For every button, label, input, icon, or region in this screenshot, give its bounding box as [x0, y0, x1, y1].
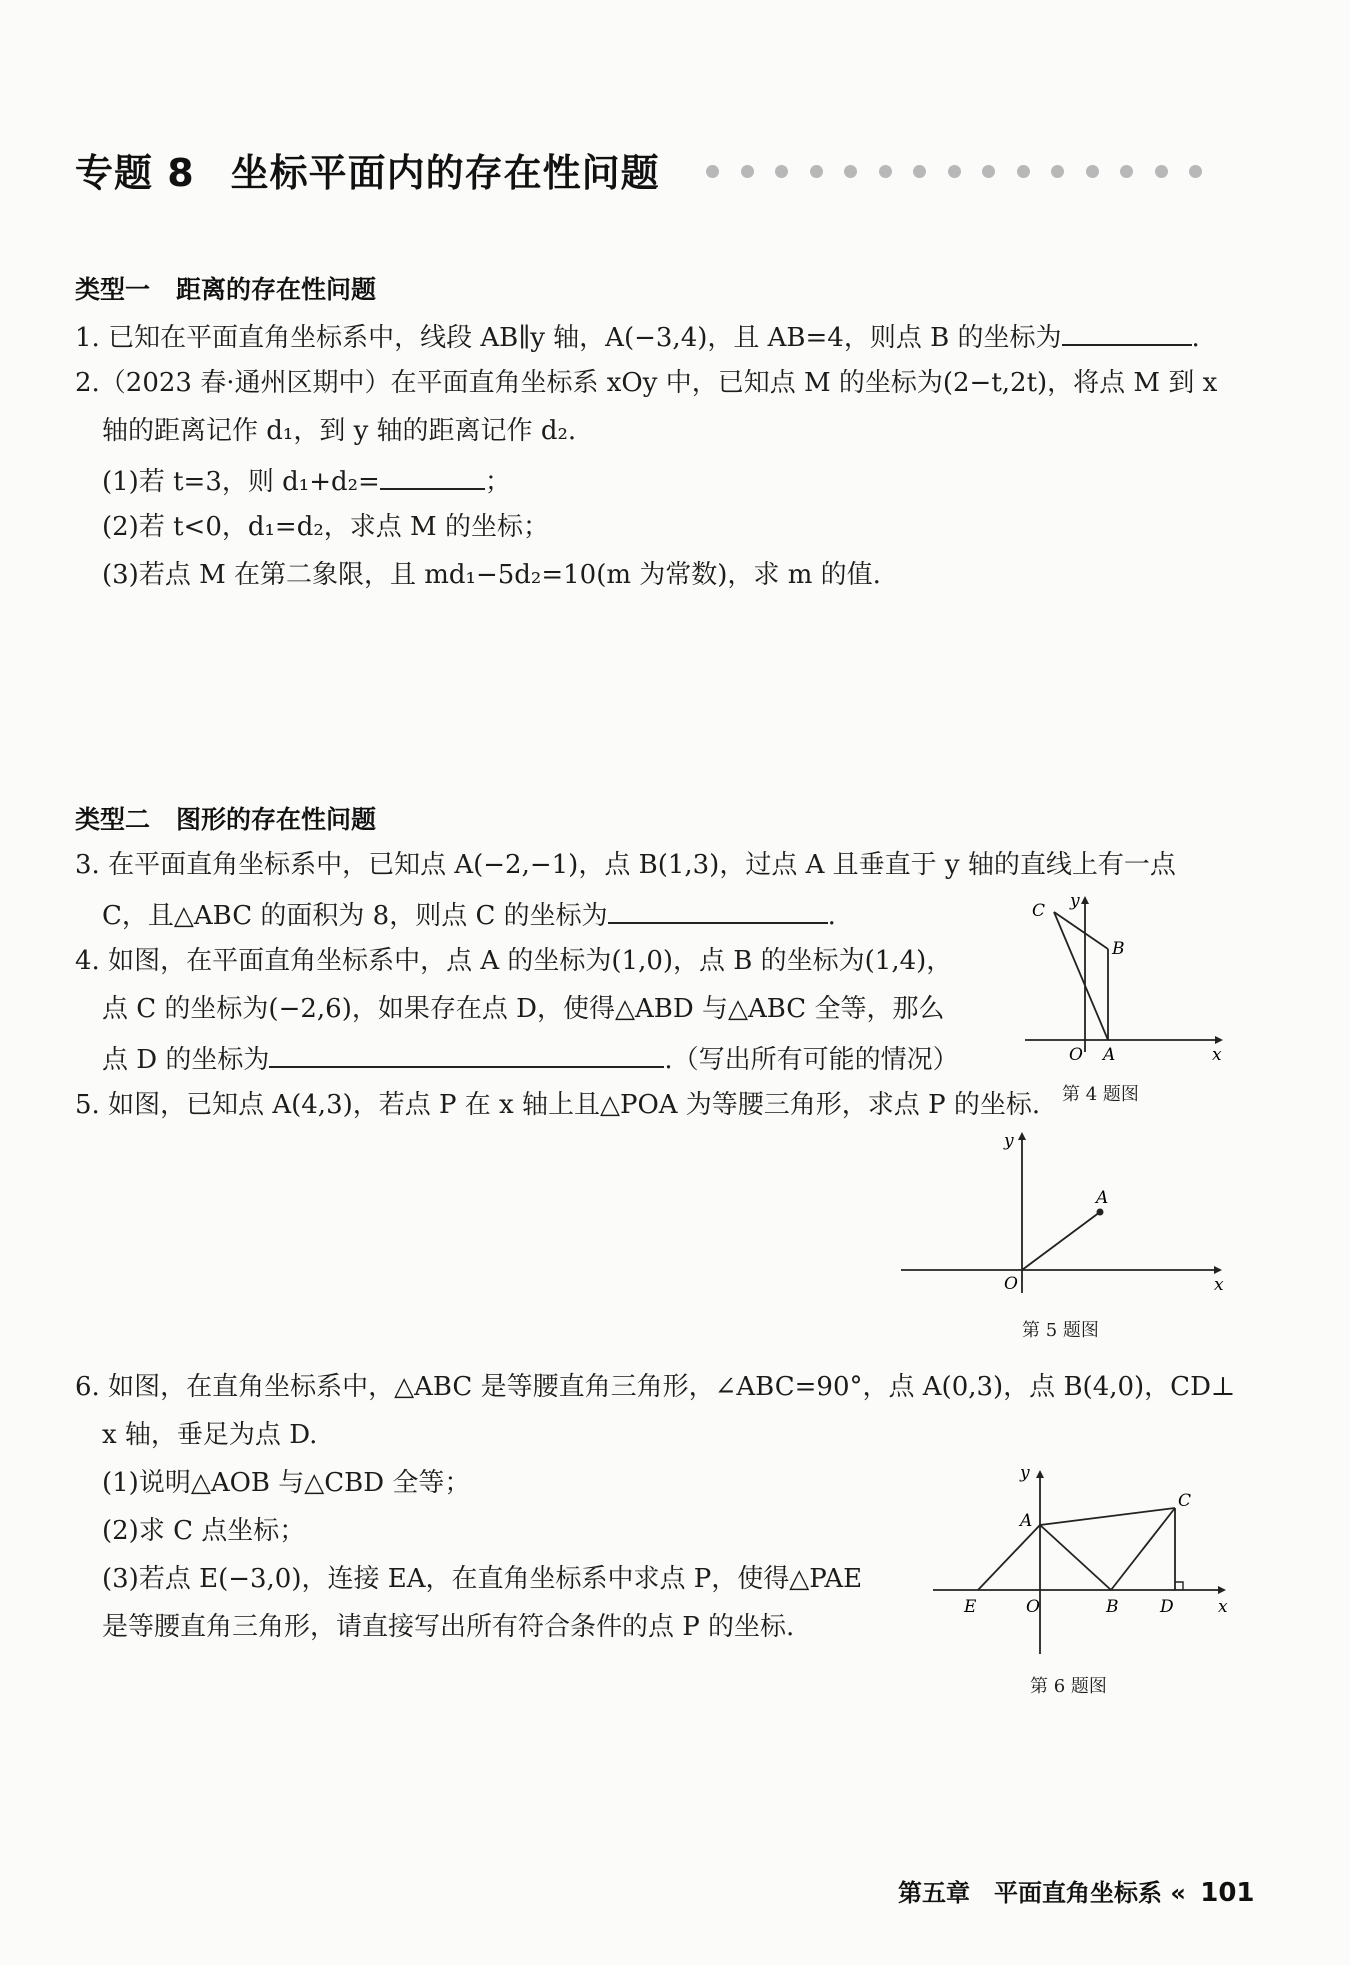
fig6-label-y: y [1020, 1463, 1030, 1483]
fig4-label-C: C [1032, 901, 1046, 921]
fig4-label-A: A [1103, 1045, 1116, 1062]
figure-4 [1020, 892, 1235, 1062]
fig6-segment-AB [1040, 1525, 1111, 1590]
question-2-line-1: 2.（2023 春·通州区期中）在平面直角坐标系 xOy 中，已知点 M 的坐标为(2−t,2t)，将点 M 到 x [75, 368, 1218, 398]
question-3-line-1: 3. 在平面直角坐标系中，已知点 A(−2,−1)，点 B(1,3)，过点 A 且垂直于 y 轴的直线上有一点 [75, 850, 1176, 880]
fig4-label-x: x [1212, 1045, 1222, 1062]
fig6-segment-BC [1111, 1508, 1175, 1590]
question-3-line-2: C，且△ABC 的面积为 8，则点 C 的坐标为 . [102, 896, 836, 933]
figure-5 [896, 1128, 1236, 1298]
fig6-label-A: A [1020, 1511, 1033, 1531]
question-2-part-1: (1)若 t=3，则 d₁+d₂= ； [102, 462, 511, 499]
page-footer [898, 1873, 1255, 1908]
figure-6 [928, 1462, 1238, 1662]
answer-blank [608, 896, 828, 924]
fig6-label-x: x [1218, 1597, 1228, 1617]
answer-blank [269, 1040, 664, 1068]
fig6-segment-AC [1040, 1508, 1175, 1525]
question-6-line-2: x 轴，垂足为点 D. [102, 1420, 318, 1450]
question-6-part-2: (2)求 C 点坐标； [102, 1516, 306, 1546]
fig6-label-E: E [964, 1597, 977, 1617]
question-4-line-2: 点 C 的坐标为(−2,6)，如果存在点 D，使得△ABD 与△ABC 全等，那么 [102, 994, 945, 1024]
question-1: 1. 已知在平面直角坐标系中，线段 AB∥y 轴，A(−3,4)，且 AB=4，则点 B 的坐标为 . [75, 318, 1200, 355]
fig6-label-D: D [1160, 1597, 1174, 1617]
answer-blank [1062, 318, 1192, 346]
fig4-y-arrow [1081, 896, 1089, 904]
title-text: 坐标平面内的存在性问题 [230, 151, 660, 195]
question-6-part-1: (1)说明△AOB 与△CBD 全等； [102, 1468, 471, 1498]
fig6-y-arrow [1036, 1470, 1044, 1478]
fig5-point-A [1097, 1209, 1104, 1216]
question-6-line-1: 6. 如图，在直角坐标系中，△ABC 是等腰直角三角形，∠ABC=90°，点 A(0,3)，点 B(4,0)，CD⊥ [75, 1372, 1236, 1402]
fig5-y-arrow [1018, 1132, 1026, 1140]
question-2-part-3: (3)若点 M 在第二象限，且 md₁−5d₂=10(m 为常数)，求 m 的值. [102, 560, 881, 590]
fig6-segment-EA [978, 1525, 1040, 1590]
fig5-label-A: A [1096, 1188, 1109, 1208]
fig4-label-O: O [1069, 1045, 1083, 1062]
section-heading-1: 类型一 距离的存在性问题 [75, 275, 377, 304]
question-6-part-3a: (3)若点 E(−3,0)，连接 EA，在直角坐标系中求点 P，使得△PAE [102, 1564, 863, 1594]
figure-4-caption: 第 4 题图 [1062, 1084, 1139, 1105]
answer-blank [380, 462, 485, 490]
footer-arrow: « [1170, 1879, 1186, 1907]
footer-chapter: 第五章 平面直角坐标系 [898, 1879, 1162, 1907]
section-heading-2: 类型二 图形的存在性问题 [75, 805, 377, 834]
fig5-x-arrow [1214, 1266, 1222, 1274]
fig4-x-arrow [1215, 1036, 1223, 1044]
fig6-label-B: B [1106, 1597, 1119, 1617]
question-5: 5. 如图，已知点 A(4,3)，若点 P 在 x 轴上且△POA 为等腰三角形，求点 P 的坐标. [75, 1090, 1041, 1120]
question-4-line-3: 点 D 的坐标为 .（写出所有可能的情况） [102, 1040, 959, 1077]
title-number: 专题 8 [75, 151, 195, 195]
fig5-label-O: O [1004, 1274, 1018, 1294]
fig4-label-y: y [1070, 892, 1080, 911]
fig5-segment-OA [1022, 1212, 1100, 1270]
fig5-label-y: y [1004, 1131, 1014, 1151]
question-4-line-1: 4. 如图，在平面直角坐标系中，点 A 的坐标为(1,0)，点 B 的坐标为(1,4)， [75, 946, 953, 976]
page-title [75, 142, 660, 197]
title-dots-decoration [706, 163, 1224, 182]
fig6-x-arrow [1218, 1586, 1226, 1594]
fig6-label-C: C [1178, 1491, 1192, 1511]
figure-6-caption: 第 6 题图 [1030, 1676, 1107, 1697]
figure-5-caption: 第 5 题图 [1022, 1320, 1099, 1341]
fig4-label-B: B [1112, 939, 1125, 959]
fig6-right-angle-mark [1175, 1582, 1183, 1590]
page-number: 101 [1200, 1878, 1255, 1908]
fig6-label-O: O [1026, 1597, 1040, 1617]
question-6-part-3b: 是等腰直角三角形，请直接写出所有符合条件的点 P 的坐标. [102, 1612, 795, 1642]
question-2-part-2: (2)若 t<0，d₁=d₂，求点 M 的坐标； [102, 512, 549, 542]
question-2-line-2: 轴的距离记作 d₁，到 y 轴的距离记作 d₂. [102, 416, 577, 446]
fig5-label-x: x [1214, 1275, 1224, 1295]
